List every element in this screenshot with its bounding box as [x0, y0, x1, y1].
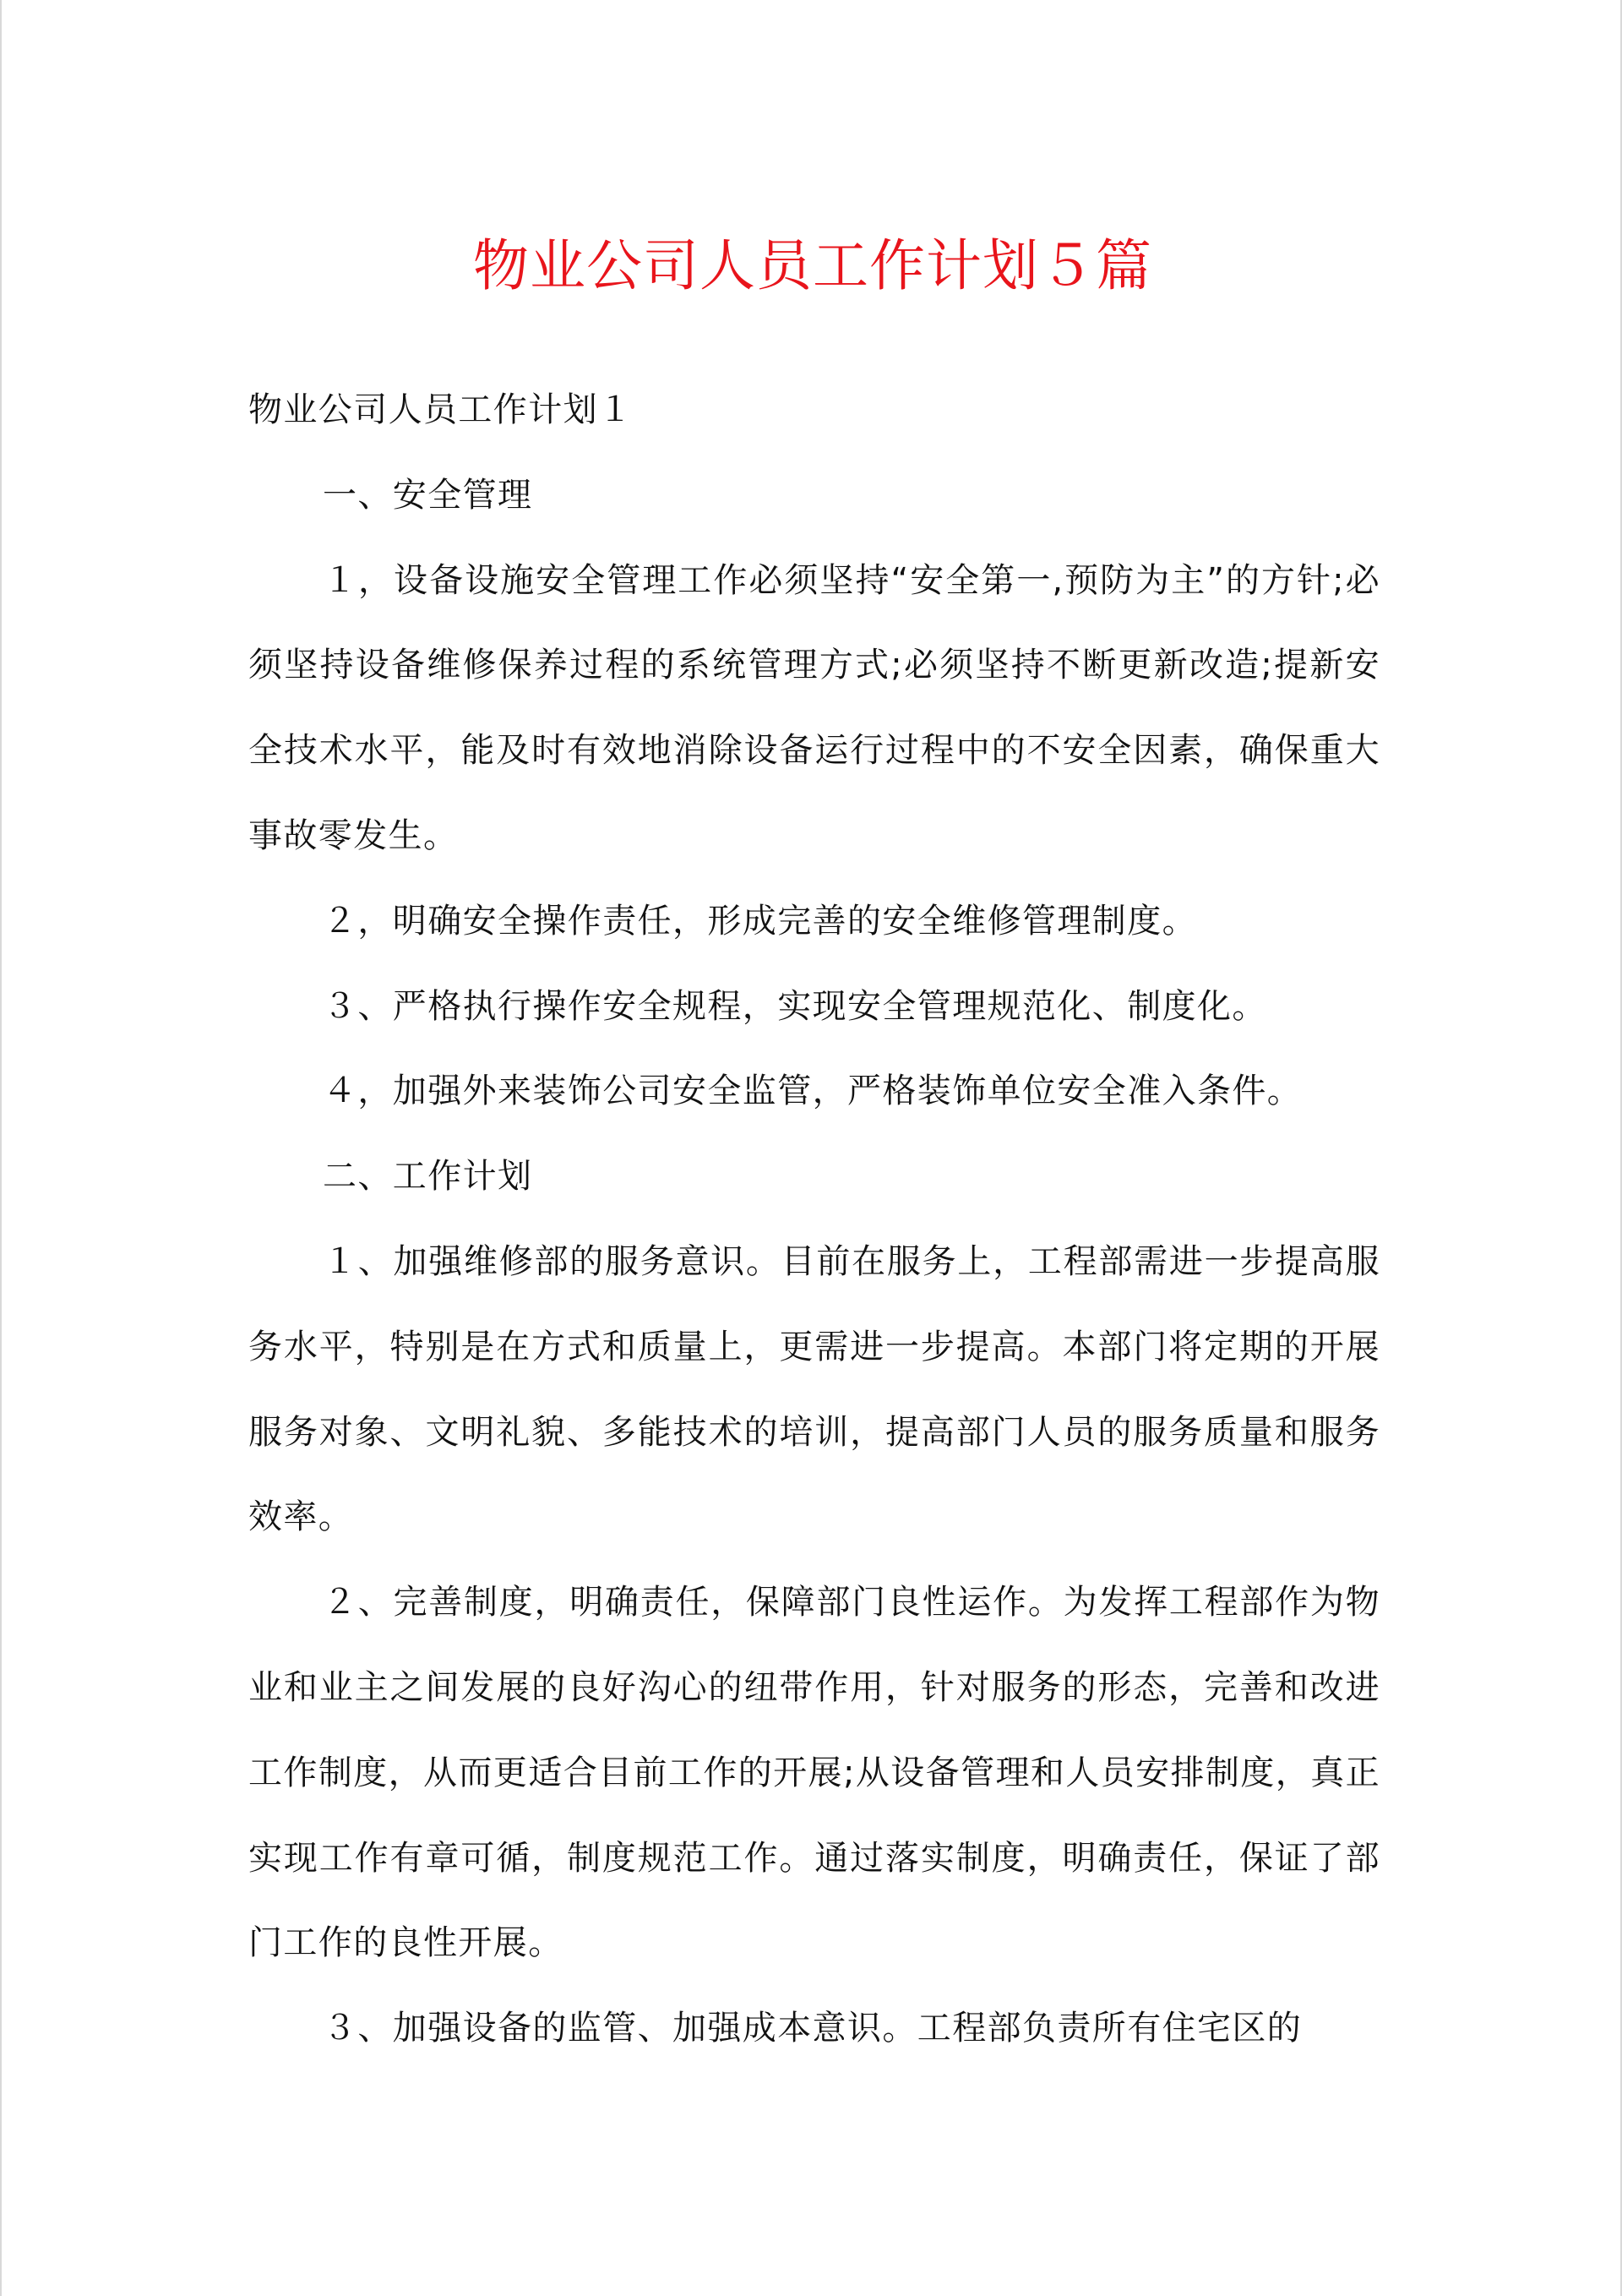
paragraph-plan-3: ３、加强设备的监管、加强成本意识。工程部负责所有住宅区的: [323, 2009, 1303, 2048]
document-body: [248, 368, 1380, 2071]
section-subtitle: 物业公司人员工作计划１: [248, 390, 634, 429]
paragraph-safety-4: ４，加强外来装饰公司安全监管，严格装饰单位安全准入条件。: [323, 1072, 1303, 1111]
paragraph-safety-3: ３、严格执行操作安全规程，实现安全管理规范化、制度化。: [323, 986, 1267, 1026]
paragraph-plan-2: ２、完善制度，明确责任，保障部门良性运作。为发挥工程部作为物业和业主之间发展的良好沟心的纽带作用，针对服务的形态，完善和改进工作制度，从而更适合目前工作的开展;从设备管理和人员安排制度，真正实现工作有章可循，制度规范工作。通过落实制度，明确责任，保证了部门工作的良性开展。: [248, 1583, 1380, 1963]
paragraph-plan-1: １、加强维修部的服务意识。目前在服务上，工程部需进一步提高服务水平，特别是在方式和质量上，更需进一步提高。本部门将定期的开展服务对象、文明礼貌、多能技术的培训，提高部门人员的服务质量和服务效率。: [248, 1241, 1380, 1537]
document-title: 物业公司人员工作计划５篇: [473, 233, 1152, 298]
paragraph-safety-2: ２，明确安全操作责任，形成完善的安全维修管理制度。: [323, 901, 1197, 941]
heading-safety-management: 一、安全管理: [323, 475, 533, 515]
paragraph-safety-1: １，设备设施安全管理工作必须坚持“安全第一,预防为主”的方针;必须坚持设备维修保养过程的系统管理方式;必须坚持不断更新改造;提新安全技术水平，能及时有效地消除设备运行过程中的不安全因素，确保重大事故零发生。: [248, 560, 1380, 855]
heading-work-plan: 二、工作计划: [323, 1157, 533, 1197]
